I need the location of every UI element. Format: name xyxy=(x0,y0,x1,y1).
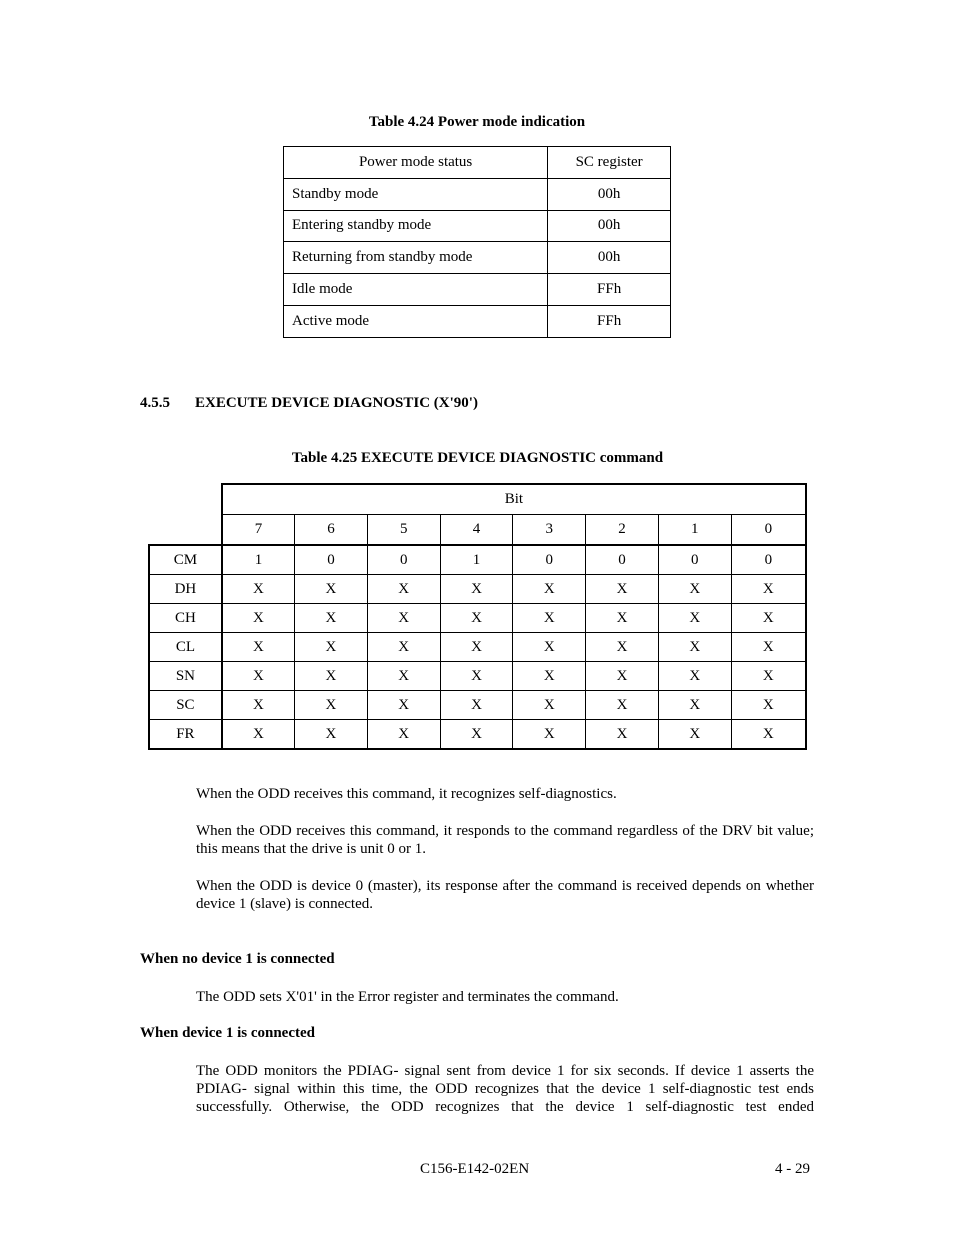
bit-value: X xyxy=(440,662,513,691)
table-row xyxy=(284,178,671,210)
bit-value: X xyxy=(295,691,368,720)
table-row xyxy=(284,210,671,242)
bit-number: 4 xyxy=(440,515,513,546)
bit-number: 6 xyxy=(295,515,368,546)
bit-value: 1 xyxy=(222,545,295,575)
table-row xyxy=(149,633,806,662)
table-row xyxy=(149,545,806,575)
bit-value: X xyxy=(731,720,806,750)
footer-page-number: 4 - 29 xyxy=(775,1161,810,1177)
table-cell: Returning from standby mode xyxy=(284,242,548,274)
bit-value: X xyxy=(440,720,513,750)
table-cell: Active mode xyxy=(284,305,548,337)
column-header: SC register xyxy=(548,147,671,179)
bit-value: X xyxy=(586,633,659,662)
bit-value: X xyxy=(586,691,659,720)
bit-value: X xyxy=(367,604,440,633)
bit-value: X xyxy=(222,604,295,633)
table-row xyxy=(284,305,671,337)
table-row xyxy=(149,575,806,604)
bit-value: X xyxy=(731,575,806,604)
table-cell: Idle mode xyxy=(284,274,548,306)
register-name: SN xyxy=(149,662,222,691)
bit-value: X xyxy=(731,633,806,662)
bit-number: 3 xyxy=(513,515,586,546)
table-cell: Standby mode xyxy=(284,178,548,210)
bit-number: 0 xyxy=(731,515,806,546)
bit-value: X xyxy=(222,720,295,750)
bit-value: X xyxy=(440,604,513,633)
bit-value: 0 xyxy=(731,545,806,575)
bit-value: X xyxy=(731,604,806,633)
table-row xyxy=(149,691,806,720)
bit-value: X xyxy=(513,720,586,750)
table-cell: 00h xyxy=(548,210,671,242)
table-cell: FFh xyxy=(548,274,671,306)
bit-value: X xyxy=(658,662,731,691)
bit-value: X xyxy=(367,720,440,750)
bit-value: X xyxy=(658,691,731,720)
bit-value: X xyxy=(367,575,440,604)
bit-value: X xyxy=(367,691,440,720)
table-cell: 00h xyxy=(548,178,671,210)
bit-value: X xyxy=(367,633,440,662)
bit-number: 7 xyxy=(222,515,295,546)
bit-value: X xyxy=(513,662,586,691)
bit-value: X xyxy=(440,575,513,604)
bit-value: X xyxy=(658,604,731,633)
section-title: EXECUTE DEVICE DIAGNOSTIC (X'90') xyxy=(195,395,478,411)
bit-value: X xyxy=(367,662,440,691)
bit-label: Bit xyxy=(222,484,806,515)
paragraph-line: successfully. Otherwise, the ODD recognizes that the device 1 self-diagnostic test ended xyxy=(196,1099,814,1115)
bit-value: X xyxy=(658,720,731,750)
paragraph: The ODD sets X'01' in the Error register and terminates the command. xyxy=(196,989,619,1005)
table-row xyxy=(149,720,806,750)
paragraph: When the ODD receives this command, it responds to the command regardless of the DRV bit value; this means that the drive is unit 0 or 1. xyxy=(196,823,814,857)
bit-value: X xyxy=(295,633,368,662)
register-name: DH xyxy=(149,575,222,604)
paragraph-line: The ODD monitors the PDIAG- signal sent from device 1 for six seconds. If device 1 asserts the xyxy=(196,1063,814,1079)
bit-value: X xyxy=(513,604,586,633)
bit-value: X xyxy=(658,633,731,662)
table-header-row xyxy=(284,147,671,179)
bit-value: 0 xyxy=(658,545,731,575)
bit-value: X xyxy=(731,662,806,691)
bit-value: X xyxy=(222,633,295,662)
bit-label-row xyxy=(149,484,806,515)
table-4-24-caption: Table 4.24 Power mode indication xyxy=(368,114,586,130)
bit-value: X xyxy=(513,633,586,662)
bit-value: 0 xyxy=(295,545,368,575)
footer-doc-id: C156-E142-02EN xyxy=(420,1161,530,1177)
bit-value: X xyxy=(295,720,368,750)
table-row xyxy=(149,604,806,633)
table-row xyxy=(284,274,671,306)
table-cell: FFh xyxy=(548,305,671,337)
bit-value: X xyxy=(295,662,368,691)
register-name: FR xyxy=(149,720,222,750)
subheading-no-device-1: When no device 1 is connected xyxy=(140,951,335,967)
bit-value: X xyxy=(222,691,295,720)
bit-value: 0 xyxy=(586,545,659,575)
bit-value: X xyxy=(586,575,659,604)
subheading-device-1-connected: When device 1 is connected xyxy=(140,1025,315,1041)
bit-value: X xyxy=(586,604,659,633)
bit-value: X xyxy=(731,691,806,720)
bit-value: X xyxy=(513,691,586,720)
bit-value: X xyxy=(658,575,731,604)
bit-value: X xyxy=(586,720,659,750)
register-name: SC xyxy=(149,691,222,720)
bit-value: X xyxy=(295,575,368,604)
table-cell: Entering standby mode xyxy=(284,210,548,242)
power-mode-table xyxy=(283,146,671,338)
table-row xyxy=(149,662,806,691)
register-name: CH xyxy=(149,604,222,633)
bit-value: 0 xyxy=(513,545,586,575)
bit-number-row xyxy=(149,515,806,546)
diagnostic-command-table xyxy=(148,483,807,750)
paragraph-line: PDIAG- signal within this time, the ODD recognizes that the device 1 self-diagnostic test ends xyxy=(196,1081,814,1097)
table-cell: 00h xyxy=(548,242,671,274)
register-name: CM xyxy=(149,545,222,575)
section-number: 4.5.5 xyxy=(140,395,170,411)
bit-value: X xyxy=(222,662,295,691)
paragraph: When the ODD receives this command, it recognizes self-diagnostics. xyxy=(196,786,617,802)
bit-value: 1 xyxy=(440,545,513,575)
bit-value: X xyxy=(586,662,659,691)
bit-number: 1 xyxy=(658,515,731,546)
register-name: CL xyxy=(149,633,222,662)
bit-value: X xyxy=(295,604,368,633)
table-row xyxy=(284,242,671,274)
column-header: Power mode status xyxy=(284,147,548,179)
bit-value: X xyxy=(440,633,513,662)
bit-value: X xyxy=(222,575,295,604)
bit-value: 0 xyxy=(367,545,440,575)
bit-value: X xyxy=(440,691,513,720)
table-4-25-caption: Table 4.25 EXECUTE DEVICE DIAGNOSTIC command xyxy=(291,450,664,466)
bit-number: 2 xyxy=(586,515,659,546)
bit-value: X xyxy=(513,575,586,604)
section-heading xyxy=(140,395,478,412)
bit-number: 5 xyxy=(367,515,440,546)
paragraph: When the ODD is device 0 (master), its response after the command is received depends on whether device 1 (slave) is connected. xyxy=(196,878,814,912)
